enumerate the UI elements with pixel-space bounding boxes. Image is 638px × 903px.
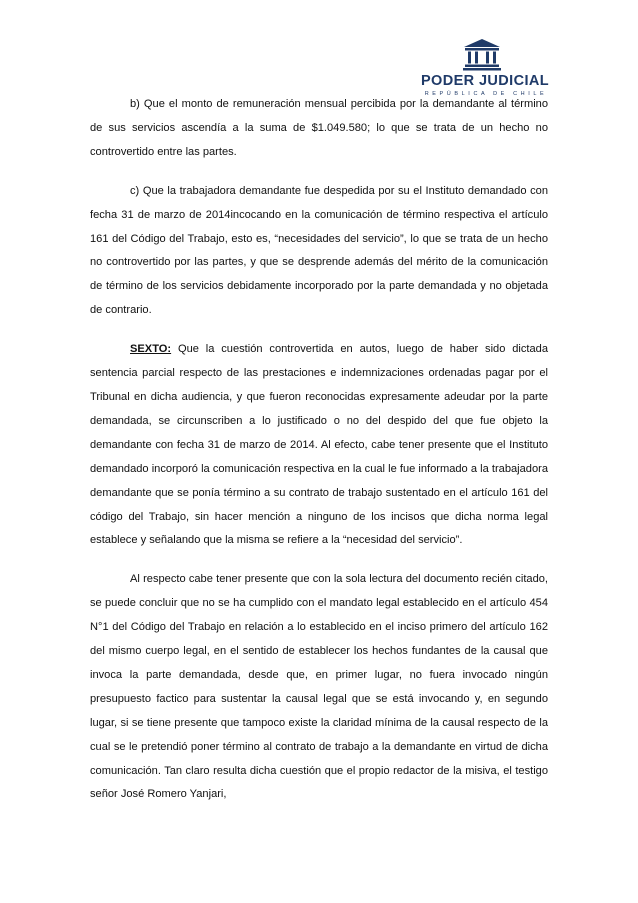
- paragraph-al-respecto: Al respecto cabe tener presente que con la sola lectura del documento recién citado, se puede concluir que no se ha cumplido con el mandato legal establecido en el artículo 454 N°1 del Código del Trabajo en relación a lo establecido en el inciso primero del artículo 162 del mismo cuerpo legal, en el sentido de establecer los hechos fundantes de la causal que invoca la parte demandada, desde que, en primer lugar, no fuera invocado ningún presupuesto factico para sustentar la causal legal que se está invocando y, en segundo lugar, si se tiene presente que tampoco existe la claridad mínima de la causal respecto de la cual se le pretendió poner término al contrato de trabajo a la demandante en virtud de dicha comunicación. Tan claro resulta dicha cuestión que el propio redactor de la misiva, el testigo señor José Romero Yanjari,: [90, 573, 548, 801]
- poder-judicial-logo: [420, 38, 550, 98]
- logo-title: PODER JUDICIAL: [420, 73, 550, 89]
- courthouse-icon: [462, 38, 502, 71]
- document-body: [90, 93, 548, 822]
- paragraph-c: c) Que la trabajadora demandante fue despedida por su el Instituto demandado con fecha 31 de marzo de 2014incocando en la comunicación de término respectiva el artículo 161 del Código del Trabajo, esto es, “necesidades del servicio”, lo que se trata de un hecho no controvertido por las partes, y que se desprende además del mérito de la comunicación de término de los servicios debidamente incorporado por la parte demandada y no objetada de contrario.: [90, 184, 548, 317]
- sexto-heading: SEXTO:: [130, 343, 172, 356]
- logo-subtitle: REPÚBLICA DE CHILE: [424, 91, 548, 97]
- paragraph-b: b) Que el monto de remuneración mensual percibida por la demandante al término de sus servicios ascendía a la suma de $1.049.580; lo que se trata de un hecho no controvertido entre las partes.: [90, 98, 548, 158]
- paragraph-sexto: [90, 338, 548, 553]
- sexto-text: Que la cuestión controvertida en autos, luego de haber sido dictada sentencia parcial respecto de las prestaciones e indemnizaciones ordenadas pagar por el Tribunal en dicha audiencia, y que fueron reconocidas expresamente adeudar por la parte demandada, se circunscriben a lo justificado o no del despido del que fue objeto la demandante con fecha 31 de marzo de 2014. Al efecto, cabe tener presente que el Instituto demandado incorporó la comunicación respectiva en la cual le fue informado a la trabajadora demandante que se ponía término a su contrato de trabajo sustentado en el artículo 161 del código del Trabajo, sin hacer mención a ninguno de los incisos que dicha norma legal establece y señalando que la misma se refiere a la “necesidad del servicio”.: [90, 343, 548, 547]
